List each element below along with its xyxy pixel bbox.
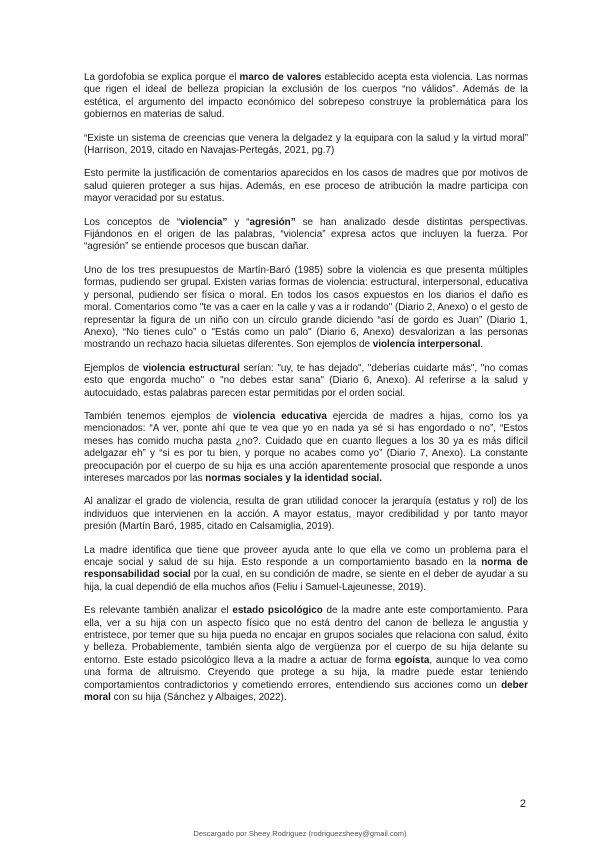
paragraph: Esto permite la justificación de comentarios aparecidos en los casos de madres que por motivos de salud quieren proteger a sus hijas. Además, en ese proceso de atribución la madre participa con mayor veracidad por su estatus. [84, 168, 528, 205]
paragraph: Al analizar el grado de violencia, resulta de gran utilidad conocer la jerarquía (estatus y rol) de los individuos que intervienen en la acción. A mayor estatus, mayor credibilidad y por tanto mayor presión (Martín Baró, 1985, citado en Calsamiglia, 2019). [84, 496, 528, 533]
download-footer: Descargado por Sheey Rodriguez (rodriguezsheey@gmail.com) [193, 829, 407, 838]
paragraph: La gordofobia se explica porque el marco de valores establecido acepta esta violencia. Las normas que rigen el ideal de belleza propician la exclusión de los cuerpos “no válidos”. Además de la estética, el argumento del impacto económico del sobrepeso construye la problemática para los gobiernos en materias de salud. [84, 72, 528, 121]
paragraph: Uno de los tres presupuestos de Martín-Baró (1985) sobre la violencia es que presenta múltiples formas, pudiendo ser grupal. Existen varias formas de violencia: estructural, interpersonal, educativa y personal, pudiendo ser física o moral. En todos los casos expuestos en los diarios el daño es moral. Comentarios como "te vas a caer en la calle y vas a ir rodando" (Diario 2, Anexo) o el gesto de representar la figura de un niño con un círculo grande diciendo “así de gordo es Juan” (Diario 1, Anexo), “No tienes culo” o "Estás como un palo" (Diario 6, Anexo) desvalorizan a las personas mostrando un rechazo hacia siluetas diferentes. Son ejemplos de violencia interpersonal. [84, 264, 528, 351]
page-number: 2 [519, 798, 526, 810]
paragraph: Es relevante también analizar el estado psicológico de la madre ante este comportamiento. Para ella, ver a su hija con un aspecto físico que no está dentro del canon de belleza le angustia y entristece, por temer que su hija pueda no encajar en grupos sociales que relaciona con salud, éxito y belleza. Probablemente, también sienta algo de vergüenza por el cuerpo de su hija delante su entorno. Este estado psicológico lleva a la madre a actuar de forma egoísta, aunque lo vea como una forma de altruismo. Creyendo que protege a su hija, la madre puede estar teniendo comportamientos contradictorios y cometiendo errores, entendiendo sus acciones como un deber moral con su hija (Sánchez y Albaiges, 2022). [84, 605, 529, 704]
paragraph: Los conceptos de “violencia” y “agresión” se han analizado desde distintas perspectivas. Fijándonos en el origen de las palabras, “violencia” expresa actos que incluyen la fuerza. Por “agresión” se entiende procesos que buscan dañar. [84, 216, 528, 253]
paragraph: La madre identifica que tiene que proveer ayuda ante lo que ella ve como un problema para el encaje social y salud de su hija. Esto responde a un comportamiento basado en la norma de responsabilidad social por la cual, en su condición de madre, se siente en el deber de ayudar a su hija, la cual dependió de ella muchos años (Feliu i Samuel-Lajeunesse, 2019). [84, 544, 529, 593]
paragraph: “Existe un sistema de creencias que venera la delgadez y la equipara con la salud y la virtud moral” (Harrison, 2019, citado en Navajas-Pertegás, 2021, pg.7) [84, 132, 528, 157]
paragraph: También tenemos ejemplos de violencia educativa ejercida de madres a hijas, como los ya mencionados: “A ver, ponte ahí que te vea que yo en nada ya sé si has engordado o no”, “Estos meses has comido mucha pasta ¿no?. Cuidado que en cuanto llegues a los 30 ya es más difícil adelgazar eh” y “si es por tu bien, y porque no acabes como yo” (Diario 7, Anexo). La constante preocupación por el cuerpo de su hija es una acción aparentemente prosocial que responde a unos intereses marcados por las normas sociales y la identidad social. [84, 410, 528, 484]
paragraph: Ejemplos de violencia estructural serían: "uy, te has dejado", "deberías cuidarte más", "no comas esto que engorda mucho" o "no debes estar sana" (Diario 6, Anexo). Al referirse a la salud y autocuidado, estas palabras parecen estar permitidas por el orden social. [84, 362, 528, 399]
document-body [84, 72, 528, 715]
